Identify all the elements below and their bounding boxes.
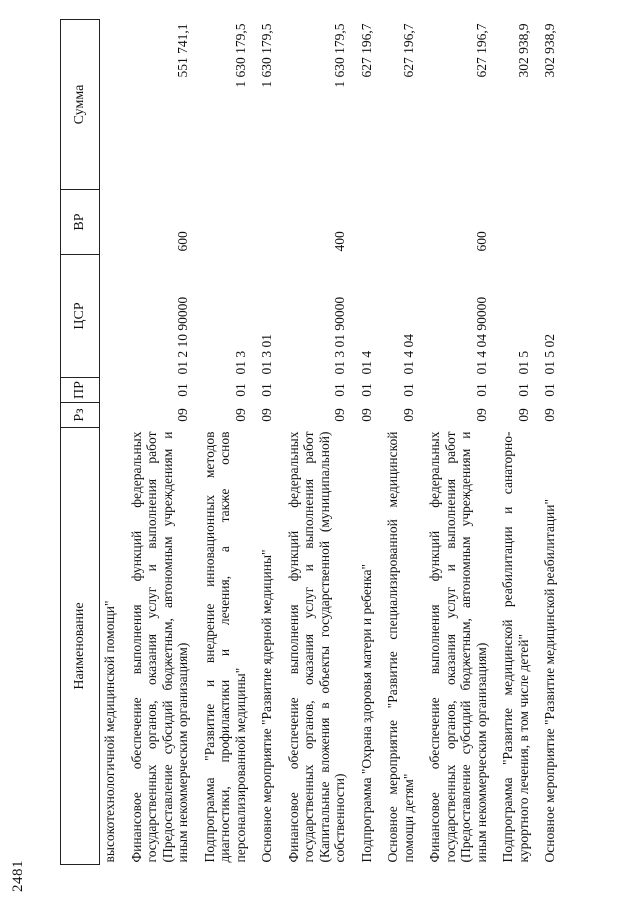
cell-name: Финансовое обеспечение выполнения функций федеральных государственных органов, оказания услуг и выполнения работ (Капитальные вложения в объекты государственной (муниципальной) собственности): [285, 431, 347, 863]
cell-rz: 09: [259, 408, 274, 422]
cell-vr: [491, 190, 533, 255]
cell-rz: 09: [400, 408, 416, 422]
cell-pr: 01: [400, 383, 416, 397]
cell-pr: 01: [259, 383, 274, 397]
header-name: Наименование: [61, 428, 100, 865]
cell-csr: 01 4: [358, 350, 374, 375]
cell-pr: 01: [332, 383, 347, 397]
cell-csr: 01 4 04: [400, 334, 416, 375]
header-vr: ВР: [61, 190, 100, 255]
table-row: [533, 20, 560, 865]
cell-sum: 1 630 179,5: [332, 23, 347, 88]
cell-name: Финансовое обеспечение выполнения функций федеральных государственных органов, оказания услуг и выполнения работ (Предоставление субсидий бюджетным, автономным учреждениям и иным некоммерческим организациям): [128, 431, 190, 863]
cell-pr: [100, 378, 120, 403]
cell-name: Основное мероприятие "Развитие специализированной медицинской помощи детям": [385, 431, 416, 863]
cell-sum: [100, 20, 120, 190]
cell-vr: [193, 190, 251, 255]
cell-pr: 01: [175, 383, 190, 397]
table-row: [376, 20, 418, 865]
cell-csr: [100, 255, 120, 378]
cell-vr: [376, 190, 418, 255]
cell-vr: 600: [175, 231, 190, 252]
cell-sum: 627 196,7: [400, 23, 416, 78]
cell-csr: 01 2 10 90000: [175, 296, 190, 375]
header-csr: ЦСР: [61, 255, 100, 378]
cell-vr: 600: [473, 231, 489, 252]
cell-name: Подпрограмма "Развитие медицинской реабилитации и санаторно-курортного лечения, в том числе детей": [500, 431, 531, 863]
header-pr: ПР: [61, 378, 100, 403]
cell-vr: [250, 190, 277, 255]
table-row: [250, 20, 277, 865]
table-row: [277, 20, 350, 865]
cell-sum: 302 938,9: [515, 23, 531, 78]
cell-vr: 400: [332, 231, 347, 252]
header-rz: Рз: [61, 403, 100, 428]
cell-rz: 09: [358, 408, 374, 422]
cell-name: Подпрограмма "Охрана здоровья матери и ребенка": [358, 564, 374, 863]
cell-rz: [100, 403, 120, 428]
cell-pr: 01: [358, 383, 374, 397]
cell-csr: 01 5 02: [542, 334, 557, 375]
cell-pr: 01: [232, 383, 248, 397]
cell-rz: 09: [473, 408, 489, 422]
cell-sum: 302 938,9: [542, 23, 557, 78]
cell-rz: 09: [332, 408, 347, 422]
cell-pr: 01: [515, 383, 531, 397]
cell-csr: 01 4 04 90000: [473, 296, 489, 375]
table-row: [100, 20, 120, 865]
cell-vr: [350, 190, 377, 255]
cell-csr: 01 5: [515, 350, 531, 375]
header-sum: Сумма: [61, 20, 100, 190]
cell-rz: 09: [232, 408, 248, 422]
cell-csr: 01 3 01 90000: [332, 296, 347, 375]
table-row: [491, 20, 533, 865]
cell-name: Основное мероприятие "Развитие медицинской реабилитации": [542, 499, 557, 863]
cell-pr: 01: [542, 383, 557, 397]
cell-pr: 01: [473, 383, 489, 397]
cell-rz: 09: [542, 408, 557, 422]
cell-name: Финансовое обеспечение выполнения функций федеральных государственных органов, оказания услуг и выполнения работ (Предоставление субсидий бюджетным, автономным учреждениям и иным некоммерческим организациям): [427, 431, 489, 863]
cell-sum: 551 741,1: [175, 23, 190, 78]
budget-table: [60, 19, 560, 865]
cell-vr: [533, 190, 560, 255]
cell-vr: [100, 190, 120, 255]
cell-name: Основное мероприятие "Развитие ядерной медицины": [259, 549, 274, 863]
cell-name: высокотехнологичной медицинской помощи": [102, 600, 117, 863]
cell-rz: 09: [175, 408, 190, 422]
cell-csr: 01 3: [232, 350, 248, 375]
page-number: 2481: [10, 860, 26, 892]
table-row: [120, 20, 193, 865]
cell-rz: 09: [515, 408, 531, 422]
cell-sum: 1 630 179,5: [259, 23, 274, 88]
table-row: [418, 20, 491, 865]
table-row: [350, 20, 377, 865]
cell-sum: 627 196,7: [358, 23, 374, 78]
cell-sum: 627 196,7: [473, 23, 489, 78]
rotated-page: [60, 20, 580, 865]
cell-name: Подпрограмма "Развитие и внедрение инновационных методов диагностики, профилактики и лечения, а также основ персонализированной медицины": [201, 431, 248, 863]
table-header-row: [61, 20, 100, 865]
table-row: [193, 20, 251, 865]
cell-sum: 1 630 179,5: [232, 23, 248, 88]
cell-csr: 01 3 01: [259, 334, 274, 375]
